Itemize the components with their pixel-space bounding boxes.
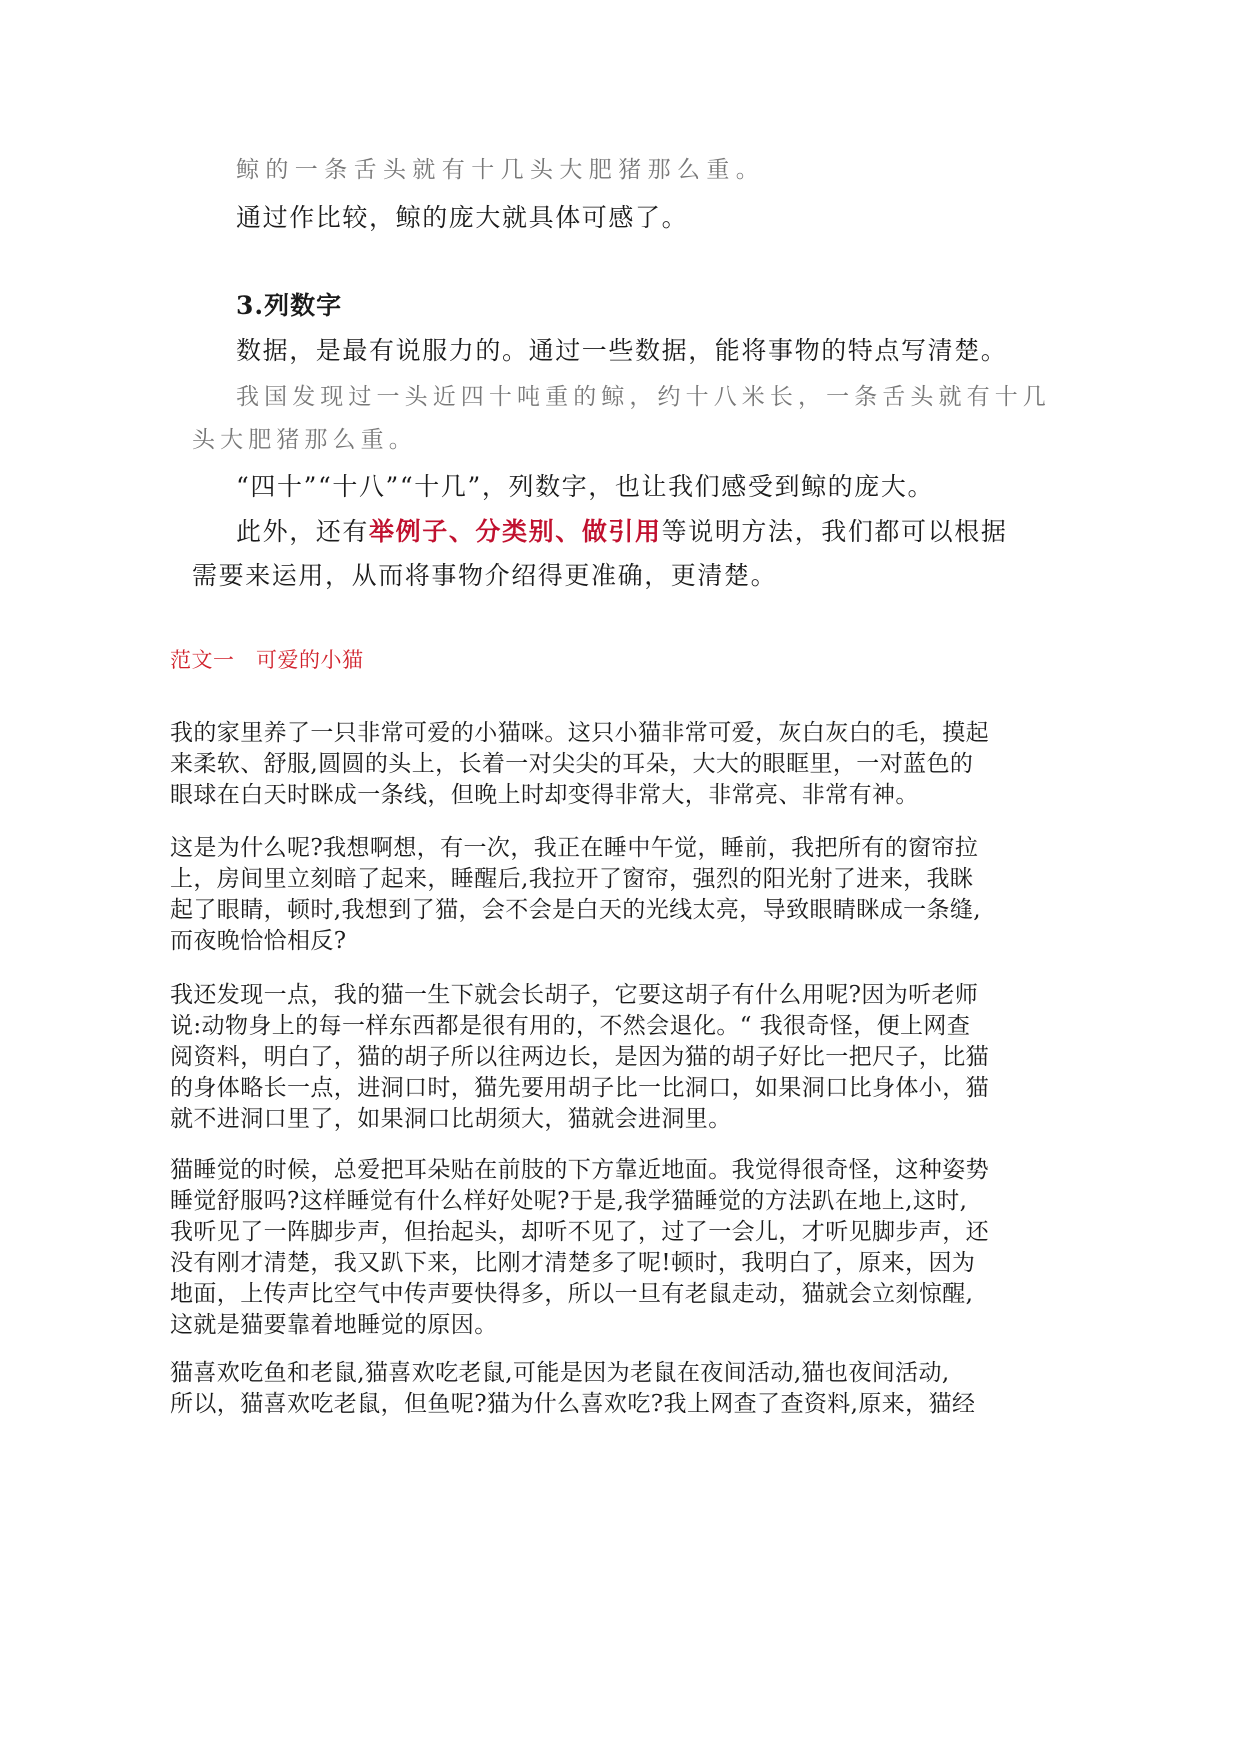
essay-line: 而夜晚恰恰相反? xyxy=(170,928,347,954)
numbers-explanation: “四十”“十八”“十几”，列数字，也让我们感受到鲸的庞大。 xyxy=(236,472,935,501)
essay-line: 来柔软、舒服,圆圆的头上，长着一对尖尖的耳朵，大大的眼眶里，一对蓝色的 xyxy=(170,751,974,777)
section-heading: 3.列数字 xyxy=(236,291,343,320)
essay-line: 地面，上传声比空气中传声要快得多，所以一旦有老鼠走动，猫就会立刻惊醒, xyxy=(170,1281,974,1307)
essay-title: 范文一 可爱的小猫 xyxy=(170,648,364,672)
comparison-explanation: 通过作比较，鲸的庞大就具体可感了。 xyxy=(236,203,689,232)
essay-line: 就不进洞口里了，如果洞口比胡须大，猫就会进洞里。 xyxy=(170,1106,732,1132)
example-whale-tongue: 鲸的一条舌头就有十几头大肥猪那么重。 xyxy=(236,157,766,183)
essay-line: 这就是猫要靠着地睡觉的原因。 xyxy=(170,1312,498,1338)
essay-line: 这是为什么呢?我想啊想，有一次，我正在睡中午觉，睡前，我把所有的窗帘拉 xyxy=(170,835,979,861)
summary-prefix: 此外，还有 xyxy=(236,517,370,546)
essay-line: 说:动物身上的每一样东西都是很有用的，不然会退化。“ 我很奇怪，便上网查 xyxy=(170,1013,971,1039)
section-intro: 数据，是最有说服力的。通过一些数据，能将事物的特点写清楚。 xyxy=(236,336,1008,365)
essay-line: 眼球在白天时眯成一条线，但晚上时却变得非常大，非常亮、非常有神。 xyxy=(170,782,919,808)
summary-suffix: 等说明方法，我们都可以根据 xyxy=(661,517,1008,546)
essay-line: 猫喜欢吃鱼和老鼠,猫喜欢吃老鼠,可能是因为老鼠在夜间活动,猫也夜间活动, xyxy=(170,1360,950,1386)
summary-line-1 xyxy=(236,512,1007,548)
summary-highlight: 举例子、分类别、做引用 xyxy=(369,517,662,546)
essay-line: 阅资料，明白了，猫的胡子所以往两边长，是因为猫的胡子好比一把尺子，比猫 xyxy=(170,1044,989,1070)
example-line-1: 我国发现过一头近四十吨重的鲸，约十八米长，一条舌头就有十几 xyxy=(236,384,1051,410)
summary-line-2: 需要来运用，从而将事物介绍得更准确，更清楚。 xyxy=(192,561,778,590)
essay-line: 起了眼睛，顿时,我想到了猫，会不会是白天的光线太亮，导致眼睛眯成一条缝, xyxy=(170,897,982,923)
essay-line: 上，房间里立刻暗了起来，睡醒后,我拉开了窗帘，强烈的阳光射了进来，我眯 xyxy=(170,866,974,892)
essay-line: 所以，猫喜欢吃老鼠，但鱼呢?猫为什么喜欢吃?我上网查了查资料,原来，猫经 xyxy=(170,1391,976,1417)
essay-line: 的身体略长一点，进洞口时，猫先要用胡子比一比洞口，如果洞口比身体小，猫 xyxy=(170,1075,989,1101)
essay-line: 没有刚才清楚，我又趴下来，比刚才清楚多了呢!顿时，我明白了，原来，因为 xyxy=(170,1250,976,1276)
example-line-2: 头大肥猪那么重。 xyxy=(192,427,417,453)
essay-line: 我的家里养了一只非常可爱的小猫咪。这只小猫非常可爱，灰白灰白的毛，摸起 xyxy=(170,720,989,746)
essay-line: 猫睡觉的时候，总爱把耳朵贴在前肢的下方靠近地面。我觉得很奇怪，这种姿势 xyxy=(170,1157,989,1183)
essay-line: 我还发现一点，我的猫一生下就会长胡子，它要这胡子有什么用呢?因为听老师 xyxy=(170,982,979,1008)
essay-line: 我听见了一阵脚步声，但抬起头，却听不见了，过了一会儿，才听见脚步声，还 xyxy=(170,1219,989,1245)
essay-line: 睡觉舒服吗?这样睡觉有什么样好处呢?于是,我学猫睡觉的方法趴在地上,这时, xyxy=(170,1188,968,1214)
